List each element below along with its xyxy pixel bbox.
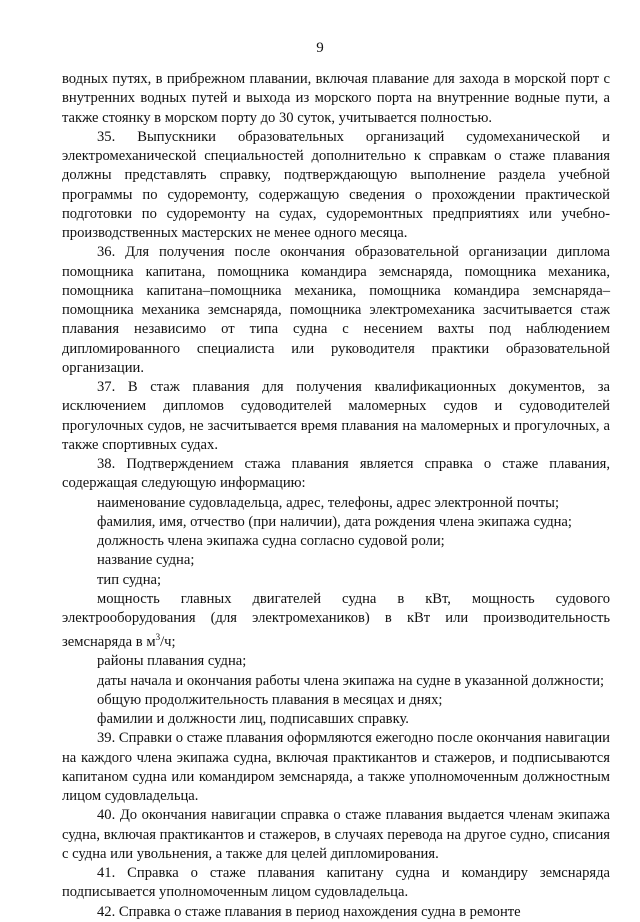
paragraph-continuation: водных путях, в прибрежном плавании, включая плавание для захода в морской порт с внутренних водных путей и выхода из морского порта на внутренние водные пути, а также стоянку в морском порту до 30 суток, учитывается полностью.: [62, 71, 610, 126]
paragraph-40: 40. До окончания навигации справка о стаже плавания выдается членам экипажа судна, включая практикантов и стажеров, в случаях перевода на другое судно, списания с судна или увольнения, а также для целей дипломирования.: [62, 807, 610, 862]
list-item: районы плавания судна;: [97, 653, 247, 670]
list-item: даты начала и окончания работы члена экипажа на судне в указанной должности;: [97, 672, 605, 689]
list-item: фамилия, имя, отчество (при наличии), дата рождения члена экипажа судна;: [97, 513, 572, 530]
paragraph-42: 42. Справка о стаже плавания в период нахождения судна в ремонте: [97, 903, 521, 920]
list-item-power: [62, 590, 610, 653]
paragraph-35: 35. Выпускники образовательных организаций судомеханической и электромеханической специальностей дополнительно к справкам о стаже плавания должны представлять справку, подтверждающую выполнение раздела учебной программы по судоремонту, содержащую сведения о прохождении практической подготовки по судоремонту на судах, судоремонтных предприятиях или учебно-производственных мастерских не менее одного месяца.: [62, 128, 610, 241]
list-item: тип судна;: [97, 571, 162, 588]
list-item: название судна;: [97, 552, 195, 569]
cubic-superscript: 3: [155, 632, 161, 643]
list-item: фамилии и должности лиц, подписавших справку.: [97, 711, 409, 728]
info-list: [62, 494, 610, 730]
paragraph-41: 41. Справка о стаже плавания капитану судна и командиру земснаряда подписывается уполномоченным лицом судовладельца.: [62, 865, 610, 901]
paragraph-38: 38. Подтверждением стажа плавания является справка о стаже плавания, содержащая следующую информацию:: [62, 456, 610, 492]
paragraph-39: 39. Справки о стаже плавания оформляются ежегодно после окончания навигации на каждого члена экипажа судна, включая практикантов и стажеров, и подписываются капитаном судна или командиром земснаряда, а также уполномоченным должностным лицом судовладельца.: [62, 730, 610, 805]
paragraph-37: 37. В стаж плавания для получения квалификационных документов, за исключением дипломов судоводителей маломерных судов и судоводителей прогулочных судов, не засчитывается время плавания на маломерных и прогулочных, а также спортивных судах.: [62, 379, 610, 453]
list-item: наименование судовладельца, адрес, телефоны, адрес электронной почты;: [97, 494, 560, 511]
power-text: мощность главных двигателей судна в кВт, мощность судового электрооборудования (для электромехаников) в кВт или производительность земснаряда в м: [62, 590, 610, 651]
document-body: [62, 70, 610, 922]
page-number: 9: [316, 40, 324, 56]
list-item: общую продолжительность плавания в месяцах и днях;: [97, 691, 443, 708]
paragraph-36: 36. Для получения после окончания образовательной организации диплома помощника капитана, помощника командира земснаряда, помощника механика, помощника капитана–помощника механика, помощника командира земснаряда–помощника механика земснаряда, помощника электромеханика засчитывается стаж плавания независимо от типа судна с несением вахты под наблюдением дипломированного специалиста или руководителя практики образовательной организации.: [62, 244, 610, 376]
list-item: должность члена экипажа судна согласно судовой роли;: [97, 533, 445, 549]
unit-tail: /ч;: [160, 634, 176, 651]
